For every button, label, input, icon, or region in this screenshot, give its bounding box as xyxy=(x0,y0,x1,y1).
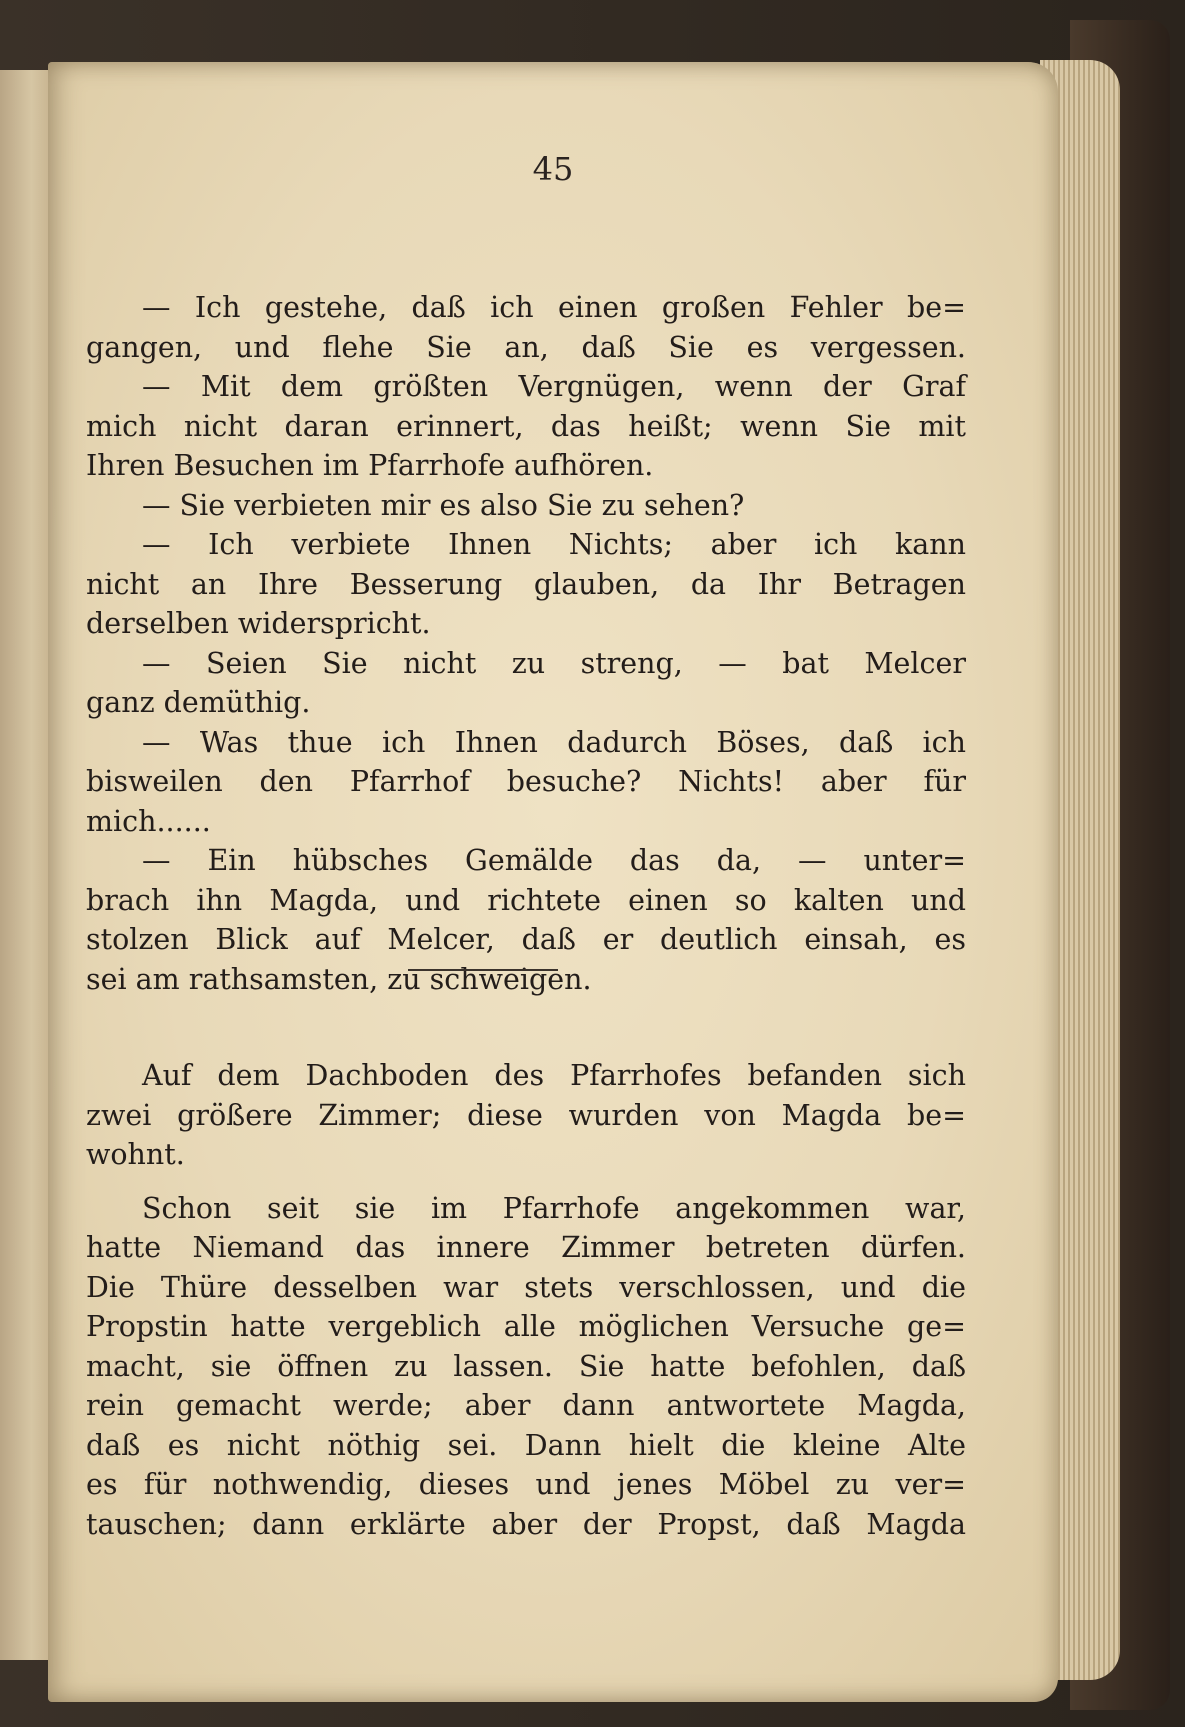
text-line: mich nicht daran erinnert, das heißt; wenn Sie mit xyxy=(86,409,966,443)
text-line: daß es nicht nöthig sei. Dann hielt die kleine Alte xyxy=(86,1428,966,1462)
text-line: zwei größere Zimmer; diese wurden von Magda be= xyxy=(86,1098,966,1132)
text-line: — Ein hübsches Gemälde das da, — unter= xyxy=(142,844,966,877)
text-line: mich...... xyxy=(86,804,211,838)
book-page xyxy=(48,62,1058,1702)
text-line: — Seien Sie nicht zu streng, — bat Melcer xyxy=(142,646,966,680)
text-line: rein gemacht werde; aber dann antwortete Magda, xyxy=(86,1389,966,1422)
text-line: Auf dem Dachboden des Pfarrhofes befanden sich xyxy=(142,1059,966,1092)
text-line: bisweilen den Pfarrhof besuche? Nichts! aber für xyxy=(86,765,966,798)
text-line: tauschen; dann erklärte aber der Propst, daß Magda xyxy=(86,1507,966,1541)
text-line: nicht an Ihre Besserung glauben, da Ihr Betragen xyxy=(86,567,966,601)
section-divider xyxy=(408,969,558,971)
text-line: Propstin hatte vergeblich alle möglichen Versuche ge= xyxy=(86,1310,966,1343)
text-line: Schon seit sie im Pfarrhofe angekommen war, xyxy=(142,1191,966,1225)
text-line: — Sie verbieten mir es also Sie zu sehen? xyxy=(142,488,745,522)
page-number: 45 xyxy=(532,150,574,188)
text-line: es für nothwendig, dieses und jenes Möbel zu ver= xyxy=(86,1468,966,1501)
text-line: macht, sie öffnen zu lassen. Sie hatte befohlen, daß xyxy=(86,1349,966,1383)
text-line: wohnt. xyxy=(86,1138,185,1171)
text-line: — Was thue ich Ihnen dadurch Böses, daß ich xyxy=(142,725,966,759)
text-line: Ihren Besuchen im Pfarrhofe aufhören. xyxy=(86,449,654,482)
text-line: gangen, und flehe Sie an, daß Sie es vergessen. xyxy=(86,330,966,364)
text-line: — Ich verbiete Ihnen Nichts; aber ich kann xyxy=(142,528,966,561)
text-line: sei am rathsamsten, zu schweigen. xyxy=(86,962,592,996)
text-line: ganz demüthig. xyxy=(86,686,311,719)
text-line: Die Thüre desselben war stets verschlossen, und die xyxy=(86,1270,966,1304)
text-line: derselben widerspricht. xyxy=(86,607,431,640)
text-line: — Ich gestehe, daß ich einen großen Fehler be= xyxy=(142,291,966,324)
narrative-section xyxy=(86,1056,966,1544)
text-line: — Mit dem größten Vergnügen, wenn der Graf xyxy=(142,370,966,403)
text-line: hatte Niemand das innere Zimmer betreten dürfen. xyxy=(86,1231,966,1264)
text-line: stolzen Blick auf Melcer, daß er deutlich einsah, es xyxy=(86,923,966,956)
previous-page-edge xyxy=(0,70,54,1660)
dialogue-section xyxy=(86,288,966,999)
text-line: brach ihn Magda, und richtete einen so kalten und xyxy=(86,883,966,917)
